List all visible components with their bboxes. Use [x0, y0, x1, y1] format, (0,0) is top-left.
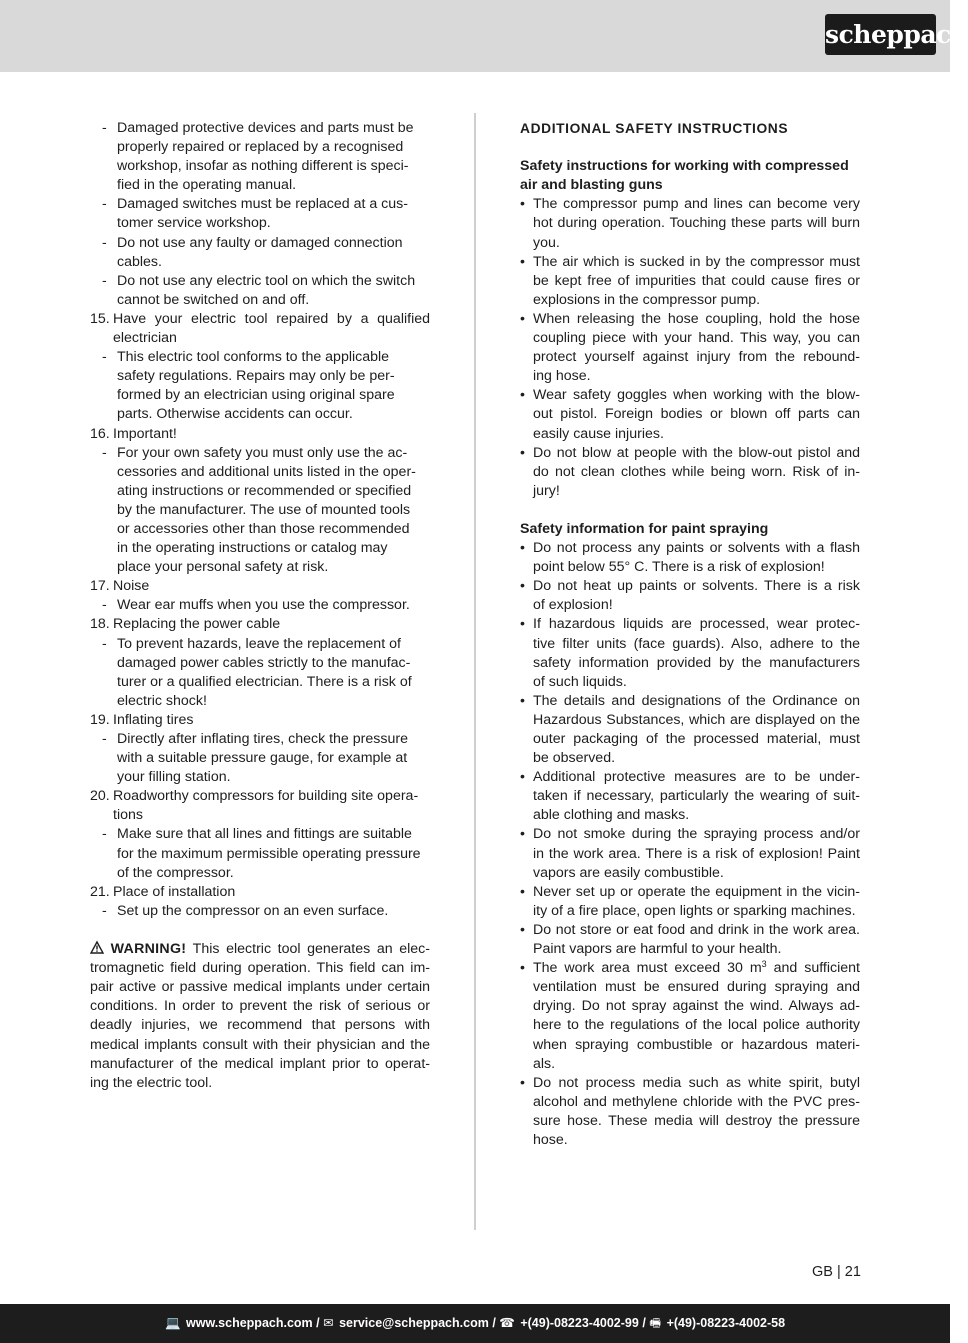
text-line: For your own safety you must only use the ac- — [117, 444, 408, 461]
bullet-marker: • — [520, 960, 525, 977]
warning-paragraph — [90, 940, 430, 1093]
mail-icon: ✉ — [323, 1316, 334, 1330]
spacer — [90, 921, 430, 940]
dash-marker: - — [102, 349, 107, 366]
dash-list-item — [90, 119, 430, 195]
text-line: with a suitable pressure gauge, for example at — [117, 750, 408, 767]
text-line: ing the electric tool. — [90, 1074, 213, 1091]
text-line: tomer service workshop. — [117, 215, 271, 232]
dash-list-item — [90, 234, 430, 272]
dash-list-item — [90, 195, 430, 233]
computer-icon: 💻 — [164, 1316, 181, 1330]
bullet-marker: • — [520, 883, 525, 900]
text-line: you. — [533, 234, 560, 251]
text-line: Never set up or operate the equipment in the vicin- — [533, 883, 860, 900]
dash-marker: - — [102, 635, 107, 652]
text-line: Place of installation — [113, 883, 236, 900]
text-line: hot during operation. Touching these parts will burn — [533, 215, 860, 232]
bullet-item — [520, 692, 860, 768]
text-line: sure hose. These media will destroy the pressure — [533, 1112, 860, 1129]
text-line — [90, 940, 430, 959]
text-line: Wear safety goggles when working with the blow- — [533, 387, 860, 404]
right-column — [520, 119, 860, 1150]
item-number: 19. — [90, 711, 110, 728]
text-line: electric shock! — [117, 692, 207, 709]
dash-list-item — [90, 596, 430, 615]
numbered-item — [90, 883, 430, 902]
text-line: Damaged switches must be replaced at a cus- — [117, 196, 408, 213]
text-line — [533, 959, 860, 978]
text-line: do not clean clothes while being worn. Risk of in- — [533, 463, 860, 480]
text-line: easily cause injuries. — [533, 425, 664, 442]
bullet-item — [520, 253, 860, 310]
bullet-item — [520, 539, 860, 577]
footer-email[interactable]: service@scheppach.com — [339, 1316, 489, 1330]
text-line: of such liquids. — [533, 673, 627, 690]
text-line: To prevent hazards, leave the replacement of — [117, 635, 401, 652]
bullet-item — [520, 386, 860, 443]
footer-phone: +(49)-08223-4002-99 — [520, 1316, 639, 1330]
text-line: The details and designations of the Ordinance on — [533, 692, 860, 709]
text-line: coupling piece with your hand. This way, you can — [533, 330, 860, 347]
text-line: of explosion! — [533, 597, 613, 614]
footer-sep-1: / — [316, 1316, 324, 1330]
text-line: or accessories other than those recommended — [117, 520, 410, 537]
dash-marker: - — [102, 272, 107, 289]
text-line: safety information provided by the manufacturers — [533, 654, 860, 671]
text-line: explosions in the compressor pump. — [533, 291, 761, 308]
numbered-item — [90, 425, 430, 444]
text-line: Have your electric tool repaired by a qualified — [113, 310, 430, 327]
dash-marker: - — [102, 120, 107, 136]
bullet-marker: • — [520, 1074, 525, 1091]
text-line: ity of a fire place, open lights or sparking machines. — [533, 902, 856, 919]
bullet-item — [520, 444, 860, 501]
bullet-marker: • — [520, 921, 525, 938]
bullet-item — [520, 825, 860, 882]
text-line: Noise — [113, 578, 150, 595]
bullet-marker: • — [520, 769, 525, 786]
text-line: be kept free of impurities that could cause fires or — [533, 272, 860, 289]
dash-list-item — [90, 825, 430, 882]
text-line: vapors are easily combustible. — [533, 864, 724, 881]
text-line: able clothing and masks. — [533, 807, 690, 824]
bullet-marker: • — [520, 387, 525, 404]
text-line: formed by an electrician using original spare — [117, 387, 395, 404]
dash-list-item — [90, 635, 430, 711]
text-line: Set up the compressor on an even surface. — [117, 902, 389, 919]
text-line: cannot be switched on and off. — [117, 291, 310, 308]
text-line: ing hose. — [533, 368, 591, 385]
bullet-item — [520, 768, 860, 825]
page-number-value: 21 — [844, 1264, 861, 1280]
text-line: Important! — [113, 425, 177, 442]
item-number: 16. — [90, 425, 110, 442]
item-number: 17. — [90, 578, 110, 595]
text-line: tromagnetic field during operation. This field can im- — [90, 960, 430, 977]
text-line: of the compressor. — [117, 864, 234, 881]
text-line: The air which is sucked in by the compressor must — [533, 253, 860, 270]
phone-icon: ☎ — [499, 1316, 515, 1330]
bullet-marker: • — [520, 253, 525, 270]
dash-list-item — [90, 730, 430, 787]
text-line: cessories and additional units listed in the oper- — [117, 463, 416, 480]
warning-text: This electric tool generates an elec- — [186, 941, 430, 958]
dash-marker: - — [102, 234, 107, 251]
numbered-item — [90, 310, 430, 348]
spacer — [520, 501, 860, 520]
section-heading: ADDITIONAL SAFETY INSTRUCTIONS — [520, 121, 789, 136]
text-line: Replacing the power cable — [113, 616, 281, 633]
text-line: in the operating instructions or catalog may — [117, 540, 388, 557]
spacer-text — [104, 941, 111, 957]
text-line: Wear ear muffs when you use the compressor. — [117, 597, 410, 614]
bullet-marker: • — [520, 692, 525, 709]
page-number — [812, 1264, 861, 1280]
header-bar — [0, 0, 950, 72]
bullet-marker: • — [520, 444, 525, 461]
text-line: Do not process media such as white spirit, butyl — [533, 1074, 860, 1091]
superscript: 3 — [761, 959, 767, 970]
text-line: Do not heat up paints or solvents. There is a risk — [533, 578, 860, 595]
text-line: This electric tool conforms to the applicable — [117, 349, 390, 366]
text-line: damaged power cables strictly to the manufac- — [117, 654, 411, 671]
dash-marker: - — [102, 196, 107, 213]
text-line: for the maximum permissible operating pressure — [117, 845, 421, 862]
text-line: Roadworthy compressors for building site opera- — [113, 788, 419, 805]
text-line: turer or a qualified electrician. There is a risk of — [117, 673, 412, 690]
bullet-marker: • — [520, 826, 525, 843]
bullet-item — [520, 959, 860, 1074]
text-fragment: The work area must exceed 30 m — [533, 960, 762, 977]
item-number: 21. — [90, 883, 110, 900]
bullet-marker: • — [520, 578, 525, 595]
text-line: If hazardous liquids are processed, wear protec- — [533, 616, 860, 633]
bullet-item — [520, 615, 860, 691]
footer-website[interactable]: www.scheppach.com — [186, 1316, 313, 1330]
bullet-marker: • — [520, 310, 525, 327]
text-line: jury! — [533, 482, 560, 499]
text-line: Directly after inflating tires, check the pressure — [117, 731, 408, 747]
text-line: manufacturer of the medical implant prior to operat- — [90, 1055, 430, 1072]
text-line: conditions. In order to prevent the risk of serious or — [90, 998, 430, 1015]
text-line: ating instructions or recommended or specified — [117, 482, 412, 499]
text-line: Damaged protective devices and parts must be — [117, 120, 414, 136]
text-line: protect yourself against injury from the rebound- — [533, 349, 860, 366]
warning-label: WARNING! — [110, 941, 187, 958]
numbered-item — [90, 615, 430, 634]
numbered-item — [90, 787, 430, 825]
dash-list-item — [90, 348, 430, 424]
bullet-item — [520, 577, 860, 615]
dash-list-item — [90, 902, 430, 921]
fax-icon: 🖷 — [649, 1316, 662, 1330]
text-line: alcohol and methylene chloride with the PVC pres- — [533, 1093, 860, 1110]
text-line: pair active or passive medical implants under certain — [90, 979, 430, 996]
text-line: workshop, insofar as nothing different is speci- — [117, 158, 409, 175]
text-line: in the work area. There is a risk of explosion! Paint — [533, 845, 860, 862]
text-line: Do not process any paints or solvents with a flash — [533, 540, 860, 557]
dash-marker: - — [102, 902, 107, 919]
bullet-item — [520, 310, 860, 386]
text-line: Do not store or eat food and drink in the work area. — [533, 921, 860, 938]
item-number: 15. — [90, 310, 110, 327]
bullet-item — [520, 883, 860, 921]
bullet-marker: • — [520, 196, 525, 213]
subsection-heading: air and blasting guns — [520, 177, 663, 194]
text-line: cables. — [117, 253, 162, 270]
text-line: be observed. — [533, 750, 616, 767]
text-line: taken if necessary, particularly the wearing of suit- — [533, 788, 860, 805]
text-line: here to the regulations of the local police authority — [533, 1017, 860, 1034]
numbered-item — [90, 577, 430, 596]
text-line: als. — [533, 1055, 556, 1072]
numbered-item — [90, 711, 430, 730]
text-line: When releasing the hose coupling, hold the hose — [533, 310, 860, 327]
text-line: electrician — [113, 330, 177, 347]
footer-fax: +(49)-08223-4002-58 — [666, 1316, 786, 1330]
text-line: parts. Otherwise accidents can occur. — [117, 406, 353, 423]
left-column — [90, 119, 430, 1093]
dash-marker: - — [102, 731, 107, 747]
footer-sep-3: / — [642, 1316, 650, 1330]
text-line: place your personal safety at risk. — [117, 559, 329, 576]
warning-triangle-icon — [90, 941, 104, 954]
text-line: tions — [113, 807, 143, 824]
bullet-item — [520, 921, 860, 959]
text-line: hose. — [533, 1131, 568, 1148]
text-line: Make sure that all lines and fittings are suitable — [117, 826, 412, 843]
text-fragment: and sufficient — [766, 960, 860, 977]
subsection-heading: Safety information for paint spraying — [520, 520, 769, 537]
bullet-item — [520, 195, 860, 252]
text-line: your filling station. — [117, 769, 231, 786]
text-line: ventilation must be ensured during spraying and — [533, 979, 860, 996]
text-line: Paint vapors are harmful to your health. — [533, 941, 782, 958]
page-separator: | — [832, 1264, 845, 1280]
page-country-code: GB — [812, 1264, 833, 1280]
bullet-item — [520, 1074, 860, 1150]
text-line: The compressor pump and lines can become very — [533, 196, 860, 213]
dash-marker: - — [102, 444, 107, 461]
text-line: point below 55° C. There is a risk of explosion! — [533, 559, 825, 576]
text-line: Do not use any electric tool on which the switch — [117, 272, 416, 289]
column-divider — [474, 113, 476, 1230]
text-line: out pistol. Foreign bodies or blown off parts can — [533, 406, 860, 423]
text-line: Do not blow at people with the blow-out pistol and — [533, 444, 860, 461]
text-line: tive filter units (face guards). Also, adhere to the — [533, 635, 860, 652]
brand-logo: scheppach — [825, 14, 936, 55]
item-number: 18. — [90, 616, 110, 633]
footer-sep-2: / — [492, 1316, 500, 1330]
text-line: safety regulations. Repairs may only be per- — [117, 368, 395, 385]
text-line: medical implants consult with their physician and the — [90, 1036, 430, 1053]
dash-marker: - — [102, 826, 107, 843]
text-line: Do not smoke during the spraying process and/or — [533, 826, 860, 843]
text-line: by the manufacturer. The use of mounted tools — [117, 501, 411, 518]
text-line: Inflating tires — [113, 711, 194, 728]
dash-list-item — [90, 272, 430, 310]
text-line: Do not use any faulty or damaged connection — [117, 234, 403, 251]
text-line: Additional protective measures are to be under- — [533, 769, 860, 786]
item-number: 20. — [90, 788, 110, 805]
subsection-heading: Safety instructions for working with compressed — [520, 158, 849, 175]
text-line: fied in the operating manual. — [117, 177, 297, 194]
text-line: properly repaired or replaced by a recognised — [117, 139, 404, 156]
footer-bar — [0, 1304, 950, 1343]
spacer — [520, 138, 860, 157]
dash-marker: - — [102, 597, 107, 614]
text-line: deadly injuries, we recommend that persons with — [90, 1017, 430, 1034]
bullet-marker: • — [520, 616, 525, 633]
bullet-marker: • — [520, 540, 525, 557]
text-line: Hazardous Substances, which are displayed on the — [533, 711, 860, 728]
dash-list-item — [90, 444, 430, 578]
text-line: when spraying combustible or hazardous materi- — [533, 1036, 860, 1053]
text-line: drying. Do not spray against the wind. Always ad- — [533, 998, 860, 1015]
text-line: outer packaging of the processed material, must — [533, 731, 860, 747]
